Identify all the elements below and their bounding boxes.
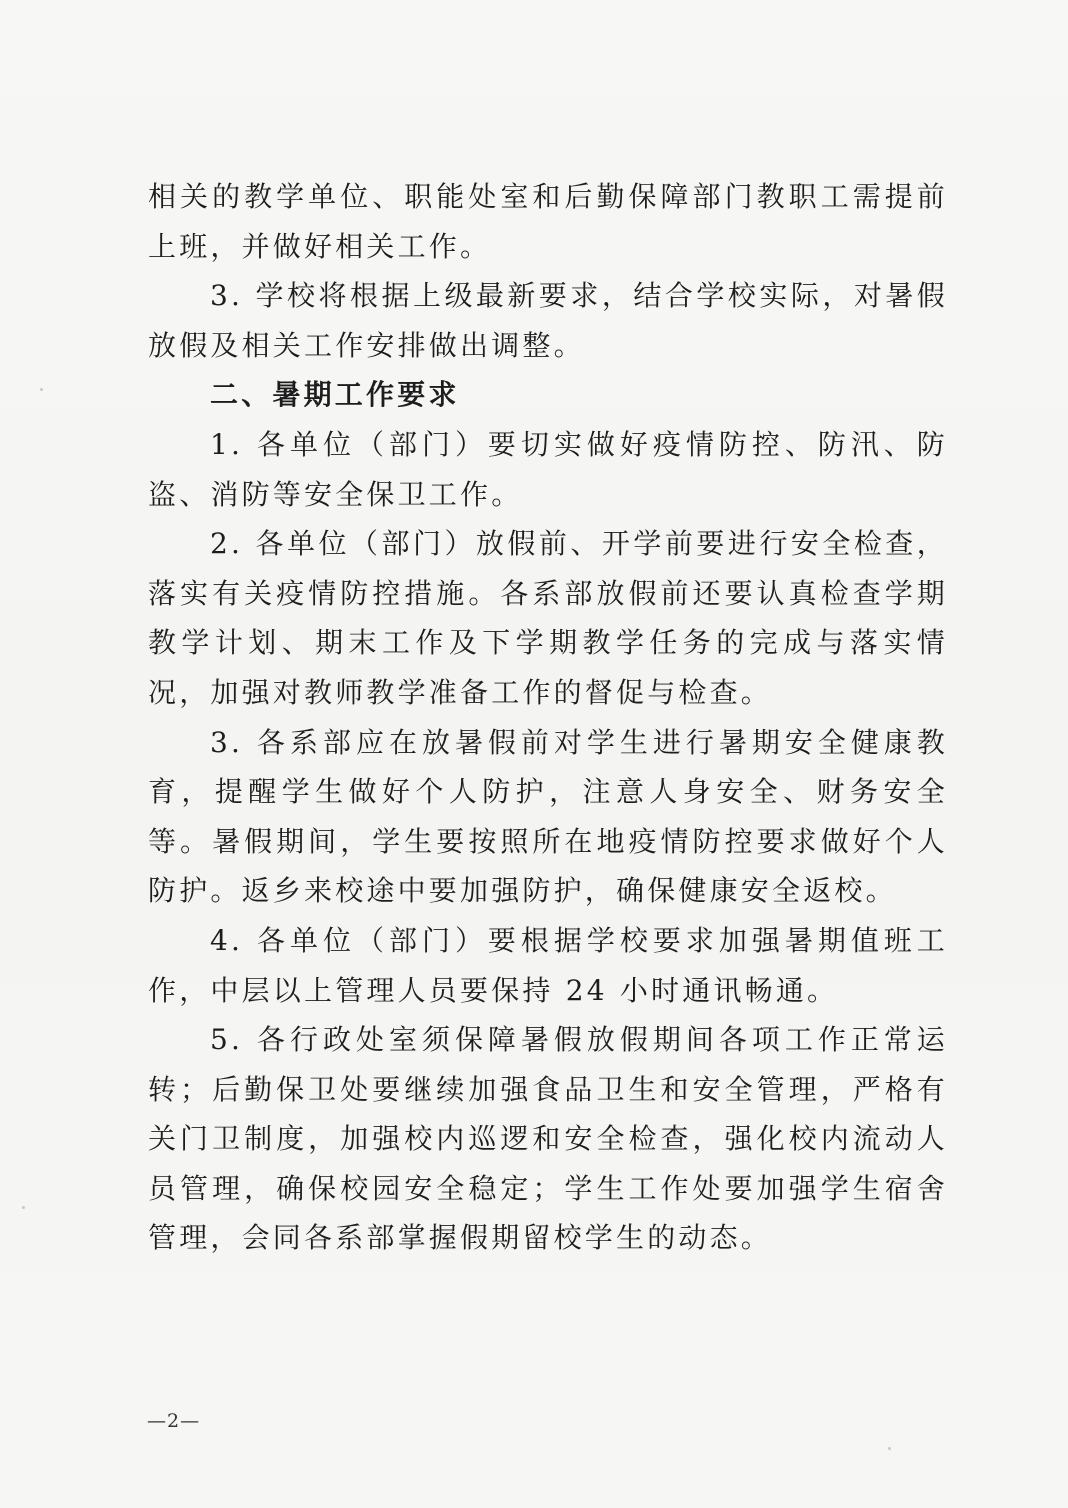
section-heading: 二、暑期工作要求 [210,378,460,412]
page-number: —2— [147,1410,201,1432]
paragraph-continuation: 相关的教学单位、职能处室和后勤保障部门教职工需提前上班，并做好相关工作。 [148,180,948,263]
paragraph-item-5-operations: 5. 各行政处室须保障暑假放假期间各项工作正常运转；后勤保卫处要继续加强食品卫生和安全管理，严格有关门卫制度，加强校内巡逻和安全检查，强化校内流动人员管理，确保校园安全稳定；学生工作处要加强学生宿舍管理，会同各系部掌握假期留校学生的动态。 [148,1023,948,1255]
paragraph-item-3-adjustment: 3. 学校将根据上级最新要求，结合学校实际，对暑假放假及相关工作安排做出调整。 [148,279,948,362]
paragraph-item-3-education: 3. 各系部应在放暑假前对学生进行暑期安全健康教育，提醒学生做好个人防护，注意人身安全、财务安全等。暑假期间，学生要按照所在地疫情防控要求做好个人防护。返乡来校途中要加强防护，确保健康安全返校。 [148,725,948,908]
document-body [148,172,948,1263]
scan-speck [888,1447,891,1450]
scan-speck [40,388,43,391]
paragraph-item-1-security: 1. 各单位（部门）要切实做好疫情防控、防汛、防盗、消防等安全保卫工作。 [148,427,948,511]
paragraph-item-2-inspection: 2. 各单位（部门）放假前、开学前要进行安全检查，落实有关疫情防控措施。各系部放假前还要认真检查学期教学计划、期末工作及下学期教学任务的完成与落实情况，加强对教师教学准备工作的督促与检查。 [148,527,948,709]
paragraph-item-4-duty: 4. 各单位（部门）要根据学校要求加强暑期值班工作，中层以上管理人员要保持 24 小时通讯畅通。 [148,923,948,1007]
scan-speck [22,1206,25,1209]
